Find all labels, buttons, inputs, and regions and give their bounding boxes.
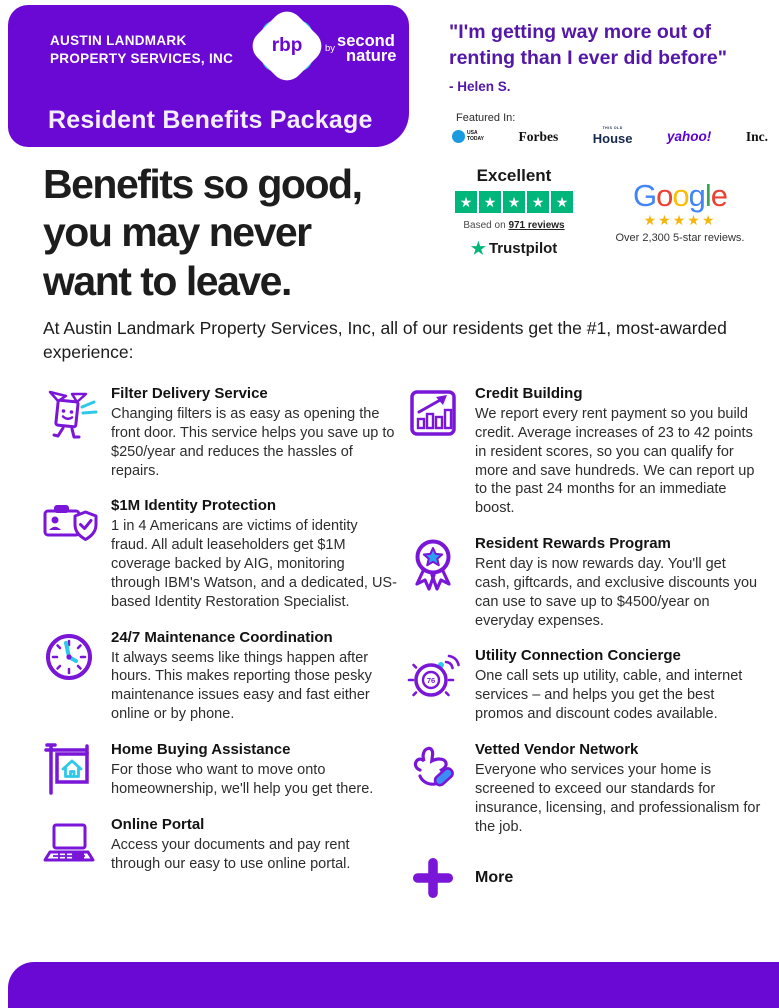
- benefit-home-buying: [40, 741, 396, 799]
- google-review-caption: Over 2,300 5-star reviews.: [615, 232, 745, 244]
- id-card-shield-icon: [40, 497, 98, 611]
- google-stars: ★★★★★: [643, 212, 717, 228]
- thumbs-up-icon: [404, 741, 462, 836]
- benefit-utility-concierge: [404, 647, 770, 724]
- more-benefits: [404, 857, 770, 899]
- benefit-title: Filter Delivery Service: [111, 385, 268, 402]
- rewards-medal-icon: [404, 535, 462, 630]
- benefit-body: For those who want to move onto homeownership, we'll help you get there.: [111, 761, 374, 797]
- yahoo-logo: yahoo!: [667, 129, 712, 145]
- trustpilot-stars: [446, 191, 582, 213]
- benefit-title: Utility Connection Concierge: [475, 647, 681, 665]
- featured-in-logos: [452, 127, 768, 147]
- benefit-title: Resident Rewards Program: [475, 535, 671, 553]
- quote-line2: renting than I ever did before": [449, 46, 727, 69]
- company-name: [50, 32, 233, 67]
- usa-today-circle-icon: [452, 130, 465, 143]
- benefit-title: Online Portal: [111, 815, 205, 833]
- laptop-icon: [40, 816, 98, 874]
- benefit-title: 24/7 Maintenance Coordination: [111, 628, 333, 646]
- rbp-logo-text: rbp: [271, 35, 303, 56]
- home-sign-icon: [40, 741, 98, 799]
- house-logo-top: THIS OLD: [602, 126, 623, 130]
- benefit-title: $1M Identity Protection: [111, 497, 277, 515]
- house-logo-main: House: [592, 130, 633, 146]
- page-title: [43, 160, 463, 305]
- intro-text: At Austin Landmark Property Services, Inc, all of our residents get the #1, most-awarded experience:: [43, 318, 727, 363]
- quote-line1: "I'm getting way more out of: [449, 21, 711, 43]
- filter-delivery-box-icon: [40, 385, 98, 480]
- benefits-column-right: [404, 385, 770, 899]
- page-title-line1: Benefits so good,: [43, 161, 362, 207]
- featured-in-label: Featured In:: [456, 112, 516, 124]
- inc-logo: Inc.: [745, 128, 768, 144]
- this-old-house-logo: [593, 127, 633, 147]
- byline-brand-line1: second: [337, 32, 395, 50]
- header-banner: [8, 5, 409, 147]
- usa-today-line2: TODAY: [467, 135, 484, 142]
- svg-text:76: 76: [426, 676, 436, 686]
- footer-bar: [8, 962, 779, 1008]
- second-nature-byline: [325, 34, 396, 65]
- utility-dial-icon: [404, 647, 462, 724]
- clock-icon: [40, 629, 98, 724]
- testimonial-quote: [449, 20, 771, 96]
- usa-today-logo: [452, 130, 484, 143]
- credit-chart-icon: [404, 385, 462, 518]
- byline-brand-line2: nature: [346, 47, 397, 66]
- benefit-title: Vetted Vendor Network: [475, 740, 639, 758]
- benefit-body: One call sets up utility, cable, and internet services – and helps you get the best promos and discount codes available.: [475, 668, 743, 723]
- trustpilot-review-block: [446, 166, 582, 259]
- benefit-filter-delivery: [40, 385, 396, 480]
- google-review-block: [592, 180, 768, 244]
- rbp-logo: [255, 14, 319, 78]
- trustpilot-star-icon: [527, 191, 549, 213]
- trustpilot-star-icon: [503, 191, 525, 213]
- benefit-title: Credit Building: [475, 385, 583, 402]
- benefit-title: Home Buying Assistance: [111, 740, 291, 758]
- page-title-line2: you may never: [43, 209, 311, 256]
- benefit-body: It always seems like things happen after hours. This makes reporting those pesky maintenance issues easy and fast either online or by phone.: [111, 649, 372, 723]
- benefit-identity-protection: [40, 497, 396, 611]
- benefits-column-left: [40, 385, 396, 890]
- benefit-maintenance: [40, 629, 396, 724]
- plus-icon: [404, 857, 462, 899]
- benefit-body: We report every rent payment so you build credit. Average increases of 23 to 42 points in resident scores, so you can qualify for more and save hundreds. We can report up to the past 24 months for an immediate boost.: [475, 406, 755, 517]
- benefit-body: Everyone who services your home is screened to exceed our standards for insurance, licensing, and professionalism for the job.: [475, 761, 761, 835]
- trustpilot-logo: ★ Trustpilot: [470, 239, 558, 258]
- benefit-rewards-program: [404, 535, 770, 630]
- banner-title: Resident Benefits Package: [48, 106, 373, 134]
- byline-by: by: [325, 43, 336, 55]
- trustpilot-star-icon: [551, 191, 573, 213]
- company-name-line1: AUSTIN LANDMARK: [50, 33, 187, 48]
- trustpilot-rating-label: Excellent: [476, 166, 552, 185]
- benefit-vendor-network: [404, 741, 770, 836]
- google-logo: Google: [632, 178, 727, 213]
- trustpilot-logo-star-icon: ★: [470, 239, 486, 258]
- page-title-line3: want to leave.: [43, 257, 291, 304]
- forbes-logo: Forbes: [518, 128, 559, 144]
- benefit-body: 1 in 4 Americans are victims of identity fraud. All adult leaseholders get $1M coverage backed by AIG, monitoring through IBM's Watson, and a dedicated, US-based Identity Restoration Specialist.: [111, 518, 397, 610]
- benefit-body: Changing filters is as easy as opening the front door. This service helps you save up to $250/year and reduces the hassles of repairs.: [111, 406, 395, 479]
- benefit-credit-building: [404, 385, 770, 518]
- quote-attribution: - Helen S.: [449, 79, 511, 95]
- trustpilot-star-icon: [479, 191, 501, 213]
- benefit-body: Access your documents and pay rent through our easy to use online portal.: [111, 836, 351, 872]
- company-name-line2: PROPERTY SERVICES, INC: [50, 50, 234, 66]
- more-label: More: [475, 869, 514, 887]
- benefit-body: Rent day is now rewards day. You'll get cash, giftcards, and exclusive discounts you can use to save up to $4500/year on everyday expenses.: [475, 556, 758, 629]
- usa-today-line1: USA: [467, 130, 478, 137]
- benefit-online-portal: [40, 816, 396, 874]
- trustpilot-review-count: Based on 971 reviews: [463, 220, 565, 231]
